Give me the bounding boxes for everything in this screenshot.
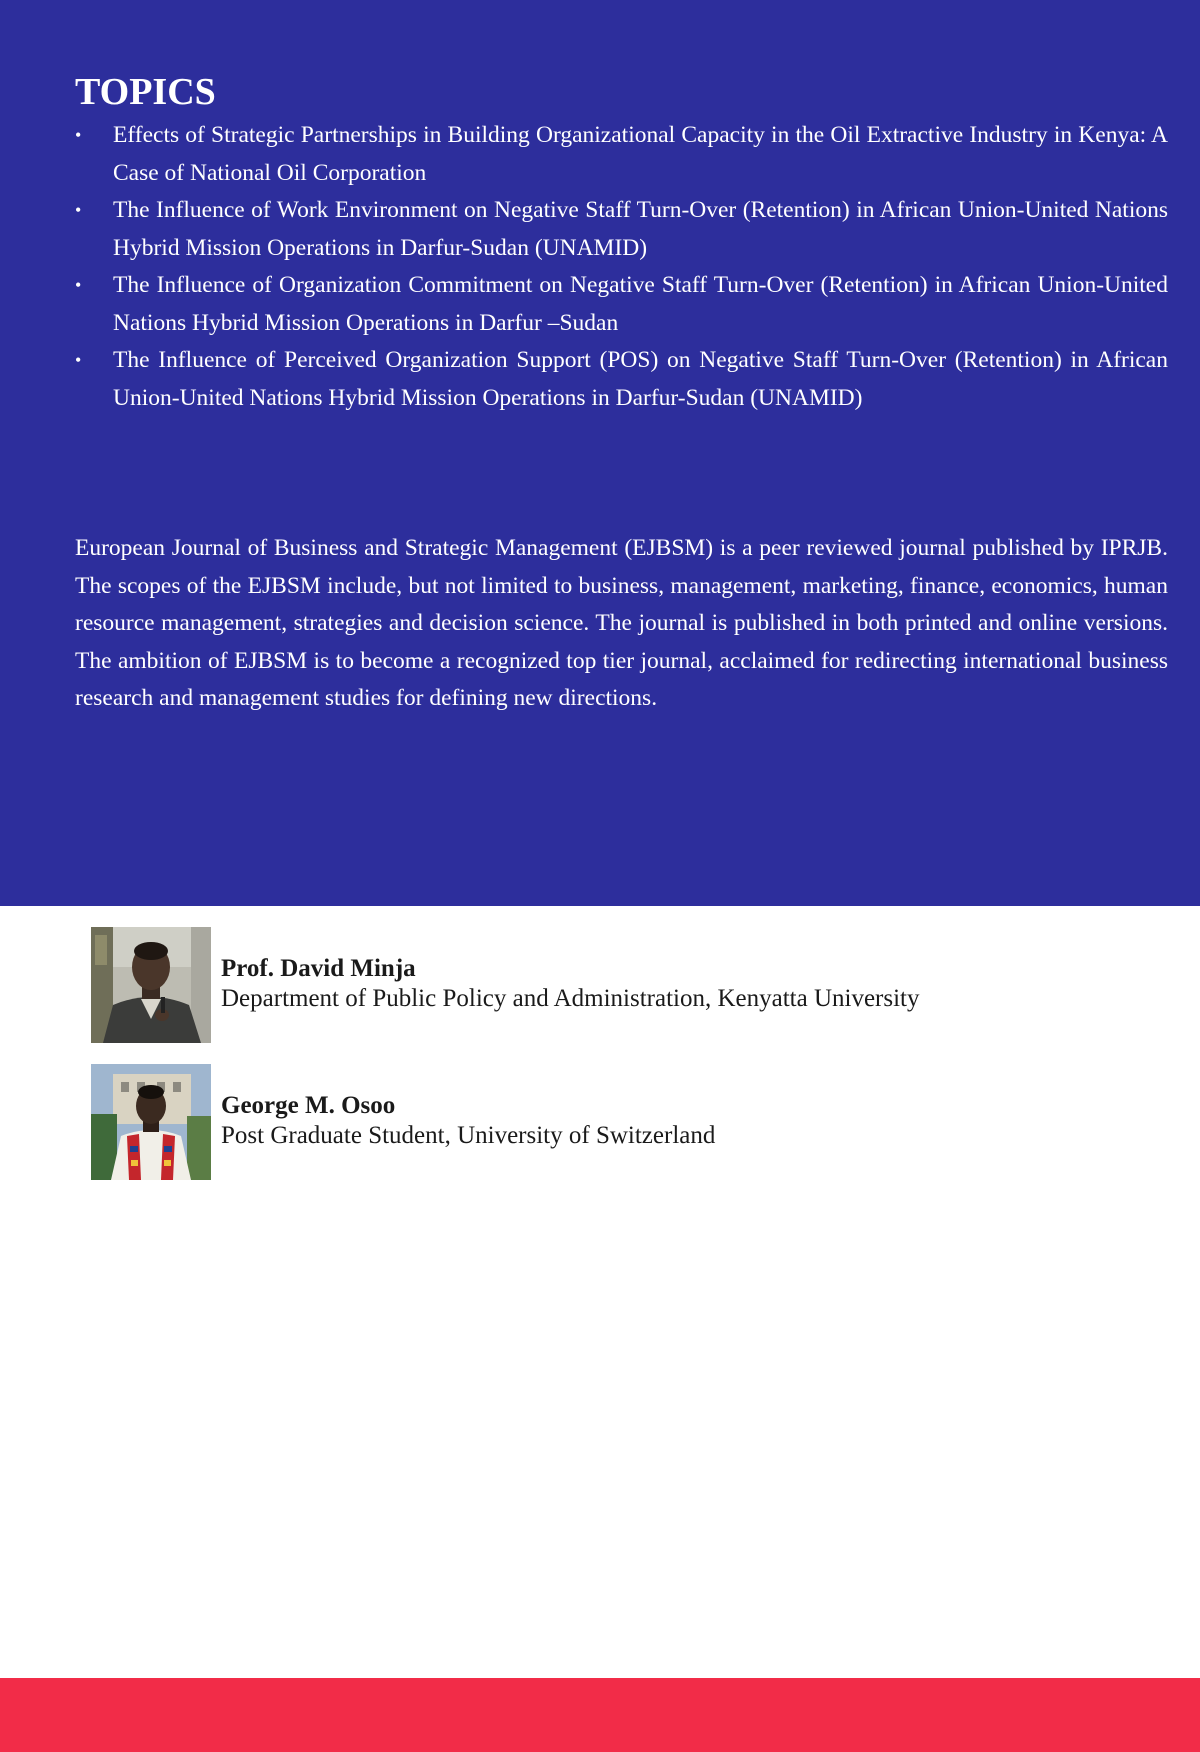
author-photo [91,1064,211,1180]
bullet-icon: • [75,275,82,295]
topic-text: The Influence of Work Environment on Negative Staff Turn-Over (Retention) in African Union-United Nations Hybrid Mission Operations in Darfur-Sudan (UNAMID) [113,197,1168,261]
author-block [91,1064,1091,1180]
topic-text: The Influence of Organization Commitment on Negative Staff Turn-Over (Retention) in African Union-United Nations Hybrid Mission Operations in Darfur –Sudan [113,272,1168,336]
portrait-image [91,927,211,1043]
topic-text: The Influence of Perceived Organization Support (POS) on Negative Staff Turn-Over (Retention) in African Union-United Nations Hybrid Mission Operations in Darfur-Sudan (UNAMID) [113,347,1168,411]
author-info [221,1091,715,1151]
topic-item [75,342,1168,417]
author-info [221,954,920,1014]
journal-description: European Journal of Business and Strategic Management (EJBSM) is a peer reviewed journal published by IPRJB. The scopes of the EJBSM include, but not limited to business, management, marketing, finance, economics, human resource management, strategies and decision science. The journal is published in both printed and online versions. The ambition of EJBSM is to become a recognized top tier journal, acclaimed for redirecting international business research and management studies for defining new directions. [75,535,1168,711]
author-name: Prof. David Minja [221,955,416,982]
author-affiliation: Department of Public Policy and Administration, Kenyatta University [221,985,920,1012]
author-photo [91,927,211,1043]
bullet-icon: • [75,125,82,145]
author-name: George M. Osoo [221,1092,396,1119]
footer-bar [0,1678,1200,1752]
topic-item [75,192,1168,267]
portrait-image [91,1064,211,1180]
topics-heading: TOPICS [75,71,216,113]
author-block [91,927,1091,1043]
topic-text: Effects of Strategic Partnerships in Building Organizational Capacity in the Oil Extractive Industry in Kenya: A Case of National Oil Corporation [113,122,1168,186]
bullet-icon: • [75,200,82,220]
topic-item [75,267,1168,342]
bullet-icon: • [75,350,82,370]
author-affiliation: Post Graduate Student, University of Switzerland [221,1122,716,1149]
topic-item [75,117,1168,192]
topics-list [75,117,1168,417]
